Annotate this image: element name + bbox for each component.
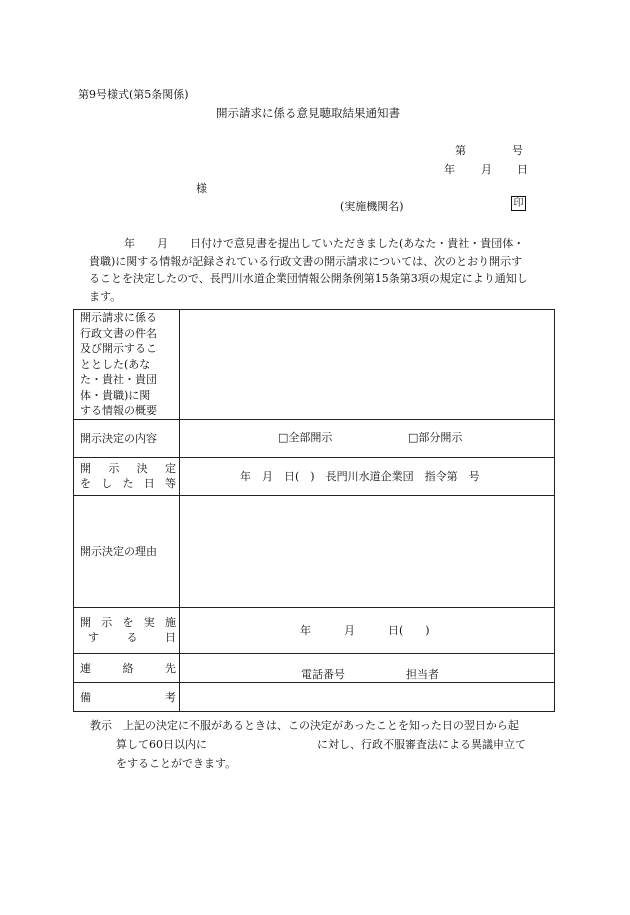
label-char: 開 <box>80 616 91 629</box>
value-decision-reason[interactable] <box>180 495 555 607</box>
table-row-remarks <box>74 682 555 711</box>
label-decision-date-line-2 <box>80 476 176 491</box>
label-subject-summary-text: 開示請求に係る 行政文書の件名 及び開示するこ ととした(あな た・貴社・貴団 体・貴職)に関 する情報の概要 <box>80 311 157 417</box>
label-remarks <box>74 682 180 711</box>
table-row-decision <box>74 419 555 457</box>
label-char: 実 <box>143 616 155 629</box>
date-year: 年 <box>444 163 455 176</box>
number-suffix: 号 <box>512 144 523 157</box>
disclosure-date-text: 年 月 日( ) <box>300 624 430 637</box>
label-decision-date <box>74 457 180 495</box>
label-decision-reason-text: 開示決定の理由 <box>80 545 157 558</box>
table-row-decision-date <box>74 457 555 495</box>
label-decision-reason <box>74 495 180 607</box>
label-char: 日 <box>165 631 176 644</box>
label-contact <box>74 653 180 682</box>
notice-line-3: をすることができます。 <box>116 757 237 770</box>
label-char: 先 <box>165 661 176 675</box>
label-disclosure-date-line-2 <box>80 630 176 645</box>
addressee-suffix: 様 <box>196 182 207 195</box>
label-decision-content <box>74 419 180 457</box>
label-char: 示 <box>101 616 113 629</box>
seal-mark: 印 <box>511 196 526 211</box>
label-disclosure-date <box>74 607 180 653</box>
label-char: 等 <box>165 477 176 490</box>
value-contact[interactable] <box>180 653 555 682</box>
table-row-disclosure-date <box>74 607 555 653</box>
label-char: 示 <box>108 462 120 475</box>
label-char: 開 <box>80 462 91 475</box>
label-char: 備 <box>80 690 91 704</box>
notice-line-2: 算して60日以内に に対し、行政不服審査法による異議申立て <box>116 738 526 751</box>
table-row-contact <box>74 653 555 682</box>
decision-table <box>73 309 555 712</box>
label-char: を <box>80 477 91 490</box>
intro-line-2: 貴職)に関する情報が記録されている行政文書の開示請求については、次のとおり開示す <box>89 254 523 268</box>
table-row-reason <box>74 495 555 607</box>
date-month: 月 <box>481 163 492 176</box>
label-char: 日 <box>143 477 155 490</box>
label-decision-content-text: 開示決定の内容 <box>80 432 157 445</box>
issue-date-line <box>444 161 528 177</box>
label-char: た <box>122 477 134 490</box>
intro-line-4: ます。 <box>89 289 122 303</box>
label-char: 連 <box>80 661 91 675</box>
value-decision-date[interactable] <box>180 457 555 495</box>
decision-date-text: 年 月 日( ) 長門川水道企業団 指令第 号 <box>240 470 480 483</box>
label-contact-text <box>80 660 176 676</box>
intro-line-3: ることを決定したので、長門川水道企業団情報公開条例第15条第3項の規定により通知し <box>89 272 528 285</box>
phone-number-label: 電話番号 <box>301 667 345 681</box>
person-in-charge-label: 担当者 <box>406 667 439 681</box>
table-row-subject <box>74 310 555 420</box>
date-day: 日 <box>517 163 528 176</box>
checkbox-partial-disclosure[interactable]: □部分開示 <box>408 431 463 444</box>
intro-paragraph <box>89 235 551 305</box>
value-decision-content <box>180 419 555 457</box>
notice-line-1: 教示 上記の決定に不服があるときは、この決定があったことを知った日の翌日から起 <box>90 719 519 732</box>
label-char: し <box>101 477 113 490</box>
label-subject-summary <box>74 310 180 420</box>
label-char: す <box>88 631 99 644</box>
label-char: 絡 <box>122 661 134 675</box>
label-remarks-text <box>80 689 176 705</box>
checkbox-full-disclosure[interactable]: □全部開示 <box>278 431 333 444</box>
value-remarks[interactable] <box>180 682 555 711</box>
intro-line-1: 年 月 日付けで意見書を提出していただきました(あなた・貴社・貴団体・ <box>124 237 525 250</box>
label-char: る <box>126 631 138 644</box>
label-char: を <box>122 616 134 629</box>
document-number-line <box>455 142 523 158</box>
label-char: 定 <box>164 462 176 475</box>
label-char: 考 <box>165 690 176 704</box>
number-prefix: 第 <box>455 144 466 157</box>
value-disclosure-date[interactable] <box>180 607 555 653</box>
label-char: 決 <box>136 462 148 475</box>
appeal-notice <box>90 716 526 773</box>
document-title: 開示請求に係る意見聴取結果通知書 <box>216 106 400 120</box>
agency-name-label: (実施機関名) <box>340 200 404 213</box>
value-subject-summary[interactable] <box>180 310 555 420</box>
label-decision-date-line-1 <box>80 461 176 476</box>
form-number: 第9号様式(第5条関係) <box>78 88 189 101</box>
label-disclosure-date-line-1 <box>80 615 176 630</box>
label-char: 施 <box>165 616 176 629</box>
